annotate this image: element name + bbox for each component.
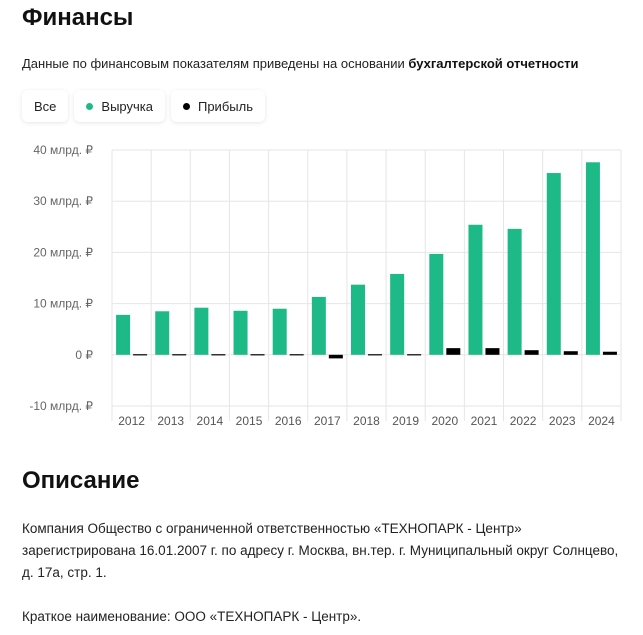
filter-all-label: Все <box>34 98 57 114</box>
profit-bar <box>133 354 147 355</box>
profit-bar <box>290 354 304 355</box>
revenue-bar <box>547 173 561 355</box>
revenue-bar <box>194 308 208 355</box>
filter-revenue-label: Выручка <box>101 98 153 114</box>
short-name-paragraph: Краткое наименование: ООО «ТЕХНОПАРК - Центр». <box>22 609 362 624</box>
revenue-bar <box>312 297 326 355</box>
revenue-bar <box>508 229 522 355</box>
x-tick-label: 2023 <box>548 414 576 428</box>
x-tick-label: 2015 <box>235 414 263 428</box>
y-tick-label: -10 млрд. ₽ <box>29 399 93 413</box>
x-tick-label: 2019 <box>392 414 420 428</box>
chart-filter-group <box>22 90 265 122</box>
filter-profit-label: Прибыль <box>197 98 253 114</box>
accounting-report-link[interactable]: бухгалтерской отчетности <box>408 56 579 71</box>
x-tick-label: 2014 <box>196 414 224 428</box>
revenue-bar <box>234 311 248 355</box>
profit-bar <box>564 351 578 355</box>
x-tick-label: 2013 <box>157 414 185 428</box>
profit-bar <box>211 354 225 355</box>
x-tick-label: 2020 <box>431 414 459 428</box>
finance-lead <box>22 56 579 71</box>
y-tick-label: 20 млрд. ₽ <box>33 245 93 260</box>
revenue-bar <box>429 254 443 355</box>
description-title: Описание <box>22 467 140 494</box>
revenue-bar <box>351 285 365 355</box>
revenue-dot-icon <box>86 103 93 110</box>
profit-bar <box>485 348 499 355</box>
x-tick-label: 2022 <box>509 414 537 428</box>
revenue-bar <box>390 274 404 355</box>
filter-revenue[interactable] <box>74 90 165 122</box>
profit-bar <box>446 348 460 355</box>
y-tick-label: 30 млрд. ₽ <box>33 194 93 209</box>
profit-bar <box>329 355 343 359</box>
finance-bar-chart <box>0 135 643 440</box>
y-tick-label: 0 ₽ <box>75 347 93 362</box>
finance-lead-text: Данные по финансовым показателям приведены на основании <box>22 56 409 71</box>
revenue-bar <box>116 315 130 355</box>
x-tick-label: 2018 <box>353 414 380 428</box>
profit-bar <box>407 354 421 355</box>
y-tick-label: 40 млрд. ₽ <box>33 143 93 157</box>
profit-bar <box>525 350 539 355</box>
profit-bar <box>368 354 382 355</box>
profit-dot-icon <box>183 103 190 110</box>
revenue-bar <box>155 311 169 355</box>
x-tick-label: 2017 <box>313 414 341 428</box>
profit-bar <box>172 354 186 355</box>
filter-all[interactable] <box>22 90 68 122</box>
profit-bar <box>251 354 265 355</box>
finance-title: Финансы <box>22 4 134 31</box>
profit-bar <box>603 352 617 355</box>
filter-profit[interactable] <box>171 90 265 122</box>
description-paragraph: Компания Общество с ограниченной ответственностью «ТЕХНОПАРК - Центр» зарегистрирована 16.01.2007 г. по адресу г. Москва, вн.тер. г. Муниципальный округ Солнцево, д. 17а, стр. 1. <box>22 521 619 580</box>
x-tick-label: 2012 <box>118 414 145 428</box>
revenue-bar <box>273 309 287 355</box>
revenue-bar <box>468 225 482 355</box>
y-tick-label: 10 млрд. ₽ <box>33 296 93 311</box>
x-tick-label: 2024 <box>588 414 615 428</box>
description-body <box>22 518 622 628</box>
revenue-bar <box>586 162 600 355</box>
x-tick-label: 2016 <box>274 414 302 428</box>
x-tick-label: 2021 <box>470 414 498 428</box>
